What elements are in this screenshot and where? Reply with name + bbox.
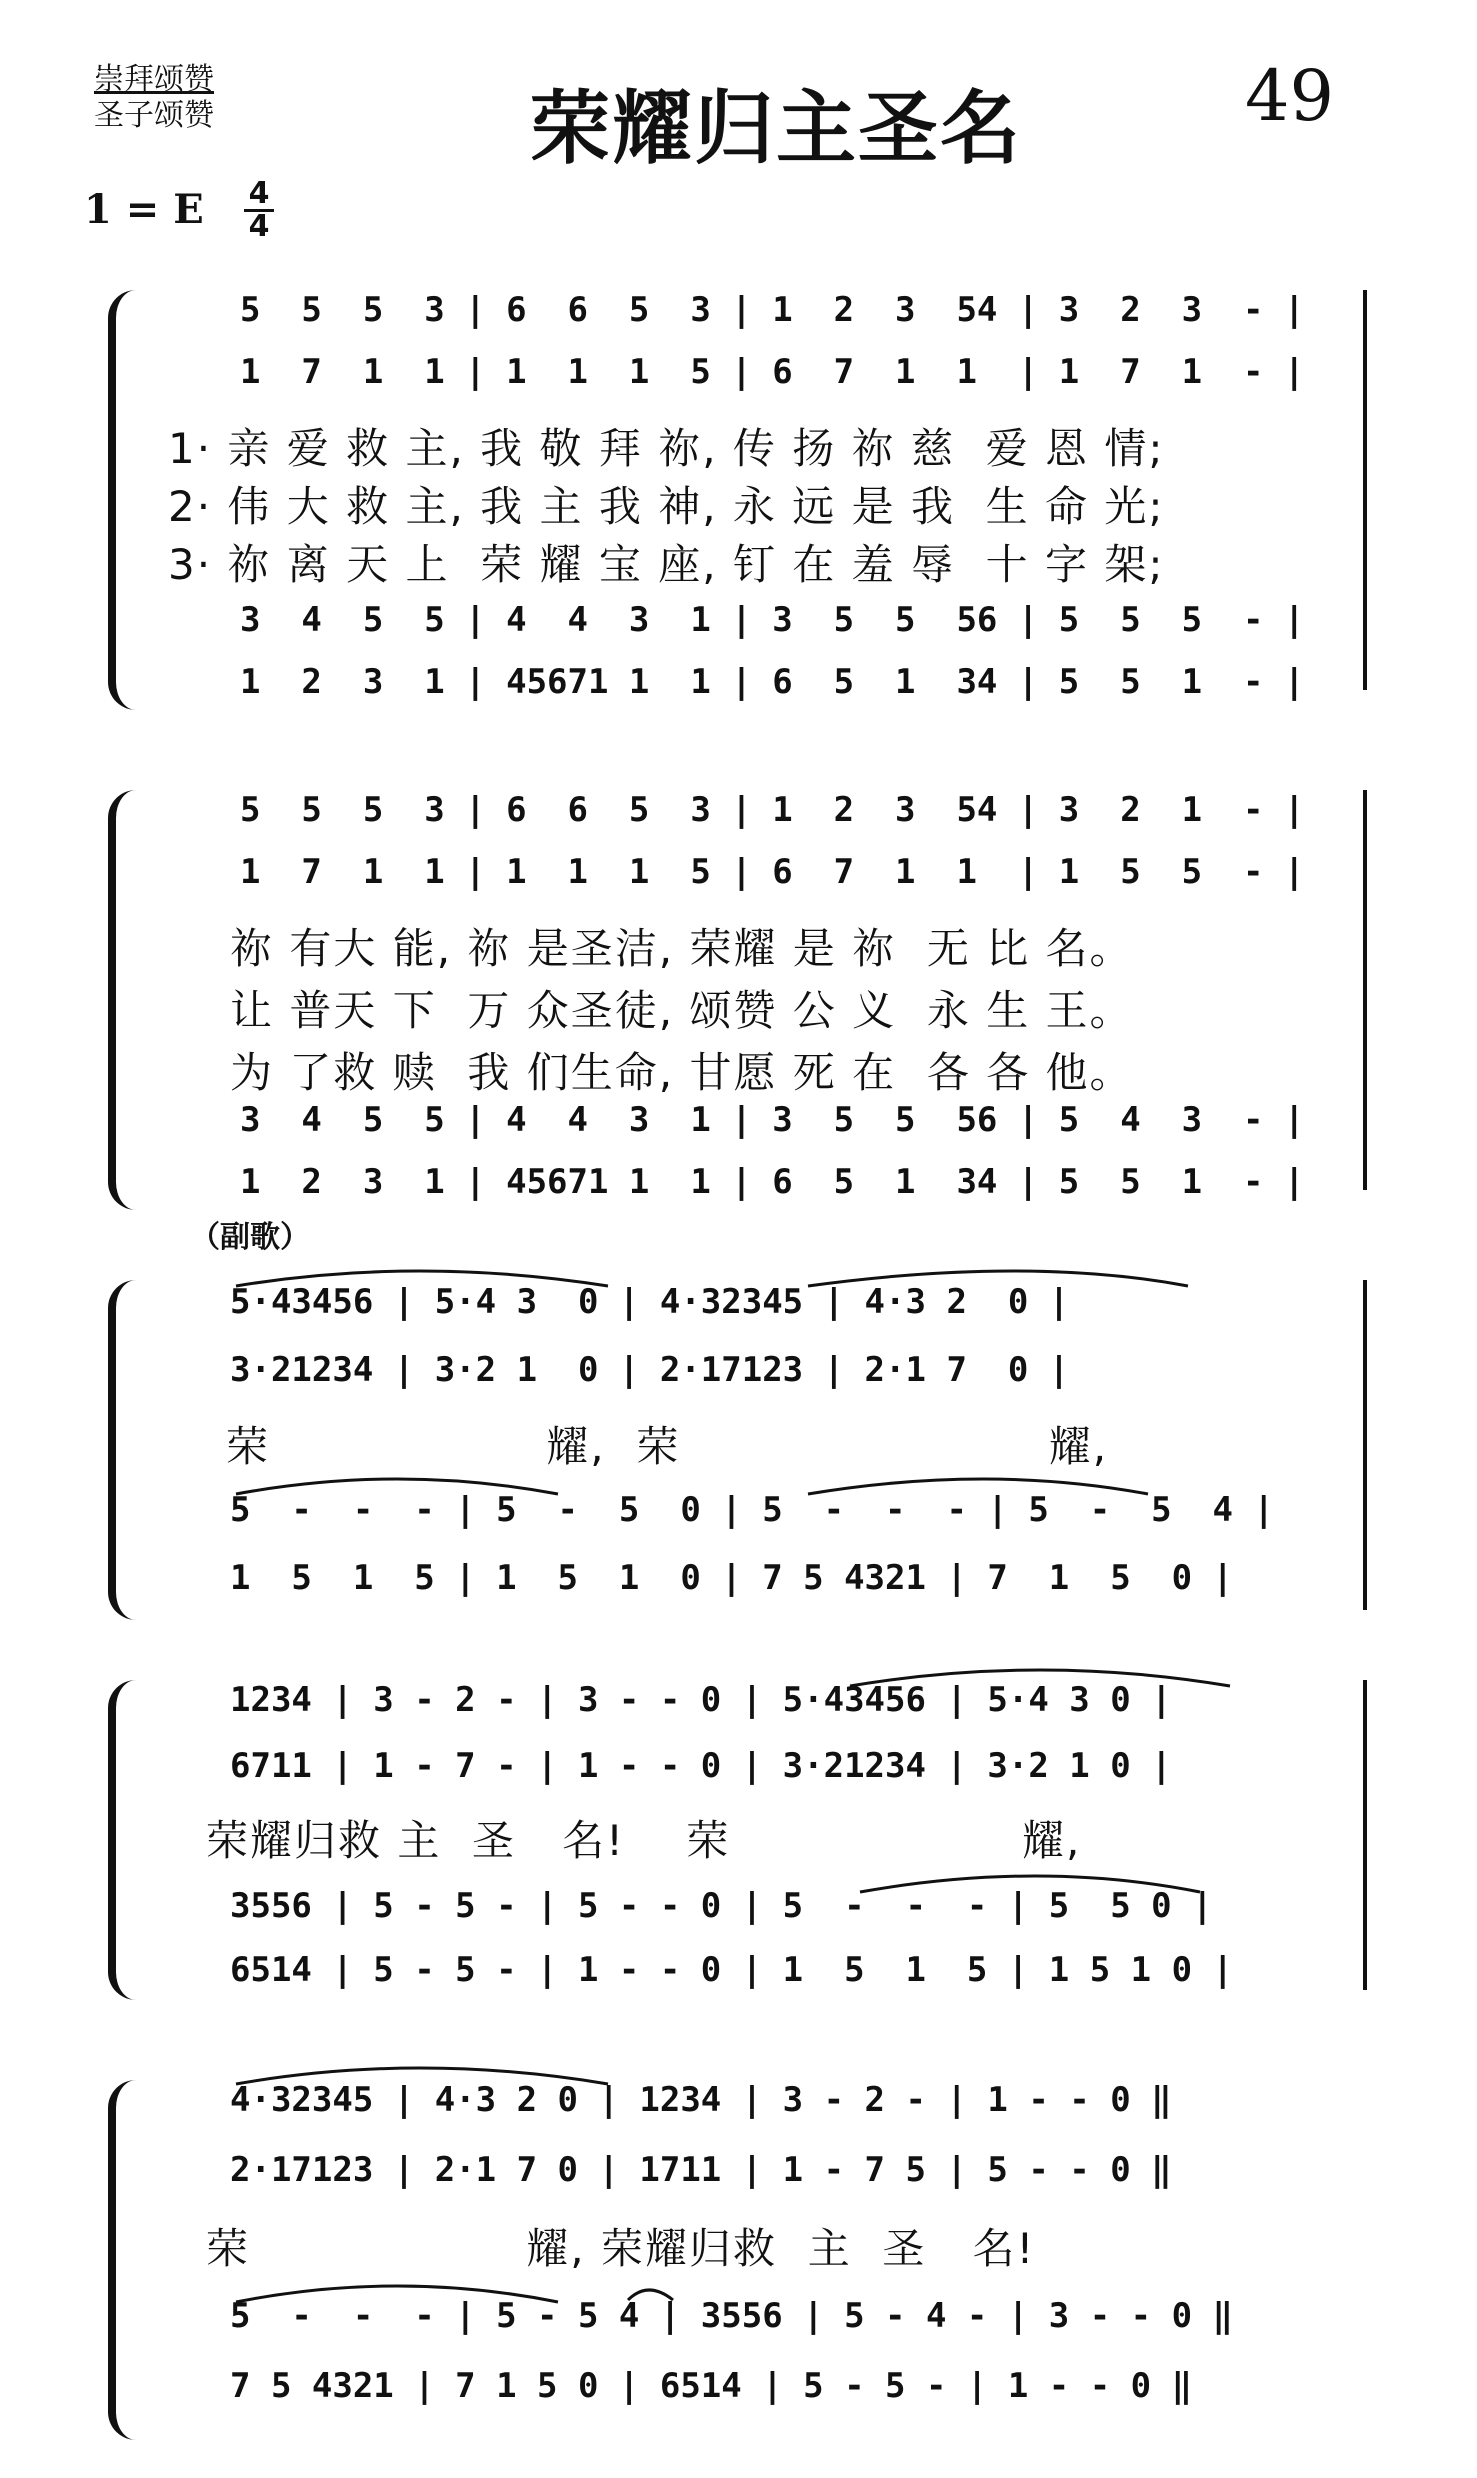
system-4-soprano: 1234 | 3 - 2 - | 3 - - 0 | 5·43456 | 5·4 3 0 | <box>230 1680 1172 1720</box>
system-5-tenor: 5 - - - | 5 - 5 4 | 3556 | 5 - 4 - | 3 - - 0 ‖ <box>230 2296 1234 2336</box>
system-2-lyric-verse-3: 为 了救 赎 我 们生命, 甘愿 死 在 各 各 他。 <box>230 1048 1134 1097</box>
hymn-title: 荣耀归主圣名 <box>530 82 1022 175</box>
system-2-soprano: 5 5 5 3 | 6 6 5 3 | 1 2 3 54 | 3 2 1 - | <box>240 790 1305 830</box>
system-5-bass: 7 5 4321 | 7 1 5 0 | 6514 | 5 - 5 - | 1 - - 0 ‖ <box>230 2366 1193 2406</box>
system-1-brace <box>108 290 142 710</box>
system-3-tenor: 5 - - - | 5 - 5 0 | 5 - - - | 5 - 5 4 | <box>230 1490 1274 1530</box>
system-2-end-barline <box>1363 790 1367 1190</box>
system-4-alto: 6711 | 1 - 7 - | 1 - - 0 | 3·21234 | 3·2 1 0 | <box>230 1746 1172 1786</box>
system-5-brace <box>108 2080 142 2440</box>
system-1-alto: 1 7 1 1 | 1 1 1 5 | 6 7 1 1 | 1 7 1 - | <box>240 352 1305 392</box>
book-subcategory: 圣子颂赞 <box>94 98 214 133</box>
time-signature <box>244 176 274 244</box>
system-2-tenor: 3 4 5 5 | 4 4 3 1 | 3 5 5 56 | 5 4 3 - | <box>240 1100 1305 1140</box>
system-1-tenor: 3 4 5 5 | 4 4 3 1 | 3 5 5 56 | 5 5 5 - | <box>240 600 1305 640</box>
system-2-lyric-verse-2: 让 普天 下 万 众圣徒, 颂赞 公 义 永 生 王。 <box>230 986 1134 1035</box>
system-4-bass: 6514 | 5 - 5 - | 1 - - 0 | 1 5 1 5 | 1 5 1 0 | <box>230 1950 1234 1990</box>
system-5-soprano: 4·32345 | 4·3 2 0 | 1234 | 3 - 2 - | 1 - - 0 ‖ <box>230 2080 1172 2120</box>
system-2-brace <box>108 790 142 1210</box>
system-1-bass: 1 2 3 1 | 45671 1 1 | 6 5 1 34 | 5 5 1 - | <box>240 662 1305 702</box>
system-1-end-barline <box>1363 290 1367 690</box>
hymnbook-section <box>94 62 214 134</box>
system-3-brace <box>108 1280 142 1620</box>
key-signature: 1 = E <box>84 186 204 233</box>
system-3-bass: 1 5 1 5 | 1 5 1 0 | 7 5 4321 | 7 1 5 0 | <box>230 1558 1234 1598</box>
system-3-soprano: 5·43456 | 5·4 3 0 | 4·32345 | 4·3 2 0 | <box>230 1282 1070 1322</box>
system-3-alto: 3·21234 | 3·2 1 0 | 2·17123 | 2·1 7 0 | <box>230 1350 1070 1390</box>
system-3-lyric: 荣 耀, 荣 耀, <box>226 1422 1109 1471</box>
system-1-lyric-verse-2: 2· 伟 大 救 主, 我 主 我 神, 永 远 是 我 生 命 光; <box>168 482 1165 531</box>
system-3-end-barline <box>1363 1280 1367 1610</box>
system-1-lyric-verse-3: 3· 祢 离 天 上 荣 耀 宝 座, 钉 在 羞 辱 十 字 架; <box>168 540 1165 589</box>
system-2-lyric-verse-1: 祢 有大 能, 祢 是圣洁, 荣耀 是 祢 无 比 名。 <box>230 924 1134 973</box>
system-4-brace <box>108 1680 142 2000</box>
system-5-alto: 2·17123 | 2·1 7 0 | 1711 | 1 - 7 5 | 5 - - 0 ‖ <box>230 2150 1172 2190</box>
system-1-soprano: 5 5 5 3 | 6 6 5 3 | 1 2 3 54 | 3 2 3 - | <box>240 290 1305 330</box>
chorus-label: （副歌） <box>190 1220 310 1255</box>
system-5-lyric: 荣 耀, 荣耀归救 主 圣 名! <box>206 2224 1036 2273</box>
time-signature-top: 4 <box>248 176 270 211</box>
hymn-number: 49 <box>1245 55 1335 137</box>
system-4-lyric: 荣耀归救 主 圣 名! 荣 耀, <box>206 1816 1082 1865</box>
system-1-lyric-verse-1: 1· 亲 爱 救 主, 我 敬 拜 祢, 传 扬 祢 慈 爱 恩 情; <box>168 424 1165 473</box>
system-2-alto: 1 7 1 1 | 1 1 1 5 | 6 7 1 1 | 1 5 5 - | <box>240 852 1305 892</box>
system-4-tenor: 3556 | 5 - 5 - | 5 - - 0 | 5 - - - | 5 5 0 | <box>230 1886 1213 1926</box>
time-signature-bottom: 4 <box>248 209 270 244</box>
book-category: 崇拜颂赞 <box>94 62 214 97</box>
system-4-end-barline <box>1363 1680 1367 1990</box>
system-2-bass: 1 2 3 1 | 45671 1 1 | 6 5 1 34 | 5 5 1 - | <box>240 1162 1305 1202</box>
